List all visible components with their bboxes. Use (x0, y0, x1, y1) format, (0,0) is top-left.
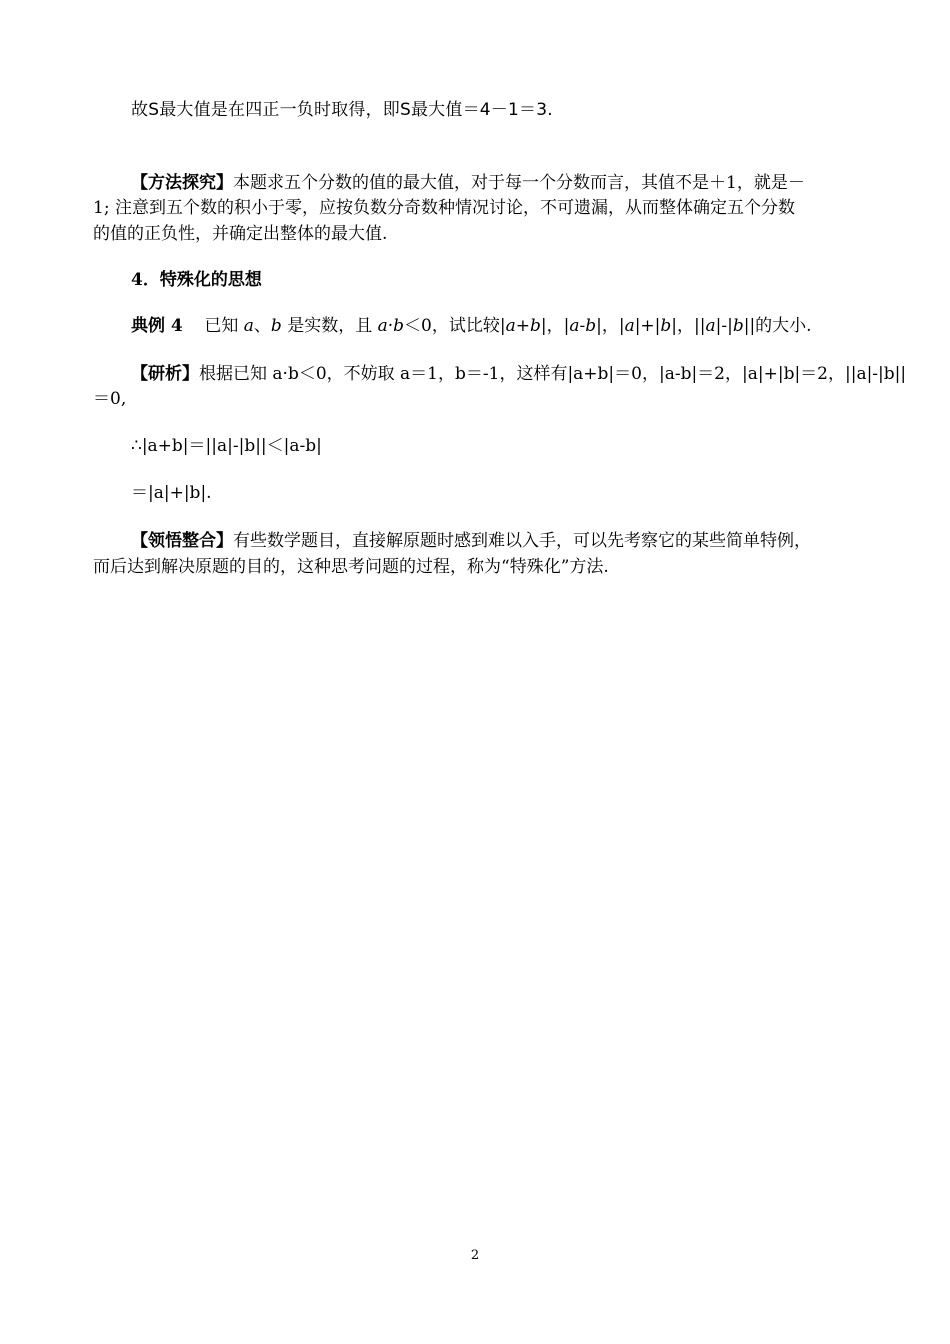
var-a: a (624, 316, 635, 336)
analysis-line-2: ＝0, (93, 389, 127, 409)
analysis-label: 【研析】 (131, 364, 199, 384)
example-text: ＜0，试比较| (404, 316, 506, 336)
var-b: b (270, 316, 282, 336)
var-b: b (660, 316, 672, 336)
var-b: b (732, 316, 744, 336)
var-diff: a-b (569, 316, 597, 336)
insight-line-1 (131, 529, 811, 553)
insight-label: 【领悟整合】 (131, 531, 233, 551)
page-number: 2 (470, 1248, 480, 1263)
method-paragraph-line-1 (131, 171, 805, 195)
var-sum: a+b (505, 316, 541, 336)
example-text: |，|| (671, 316, 706, 336)
example-label: 典例 4 (131, 316, 183, 336)
method-label: 【方法探究】 (131, 173, 233, 193)
example-text: 是实数，且 (287, 316, 373, 336)
var-a: a (705, 316, 716, 336)
example-text: |，| (596, 316, 625, 336)
result-line: 故S最大值是在四正一负时取得，即S最大值＝4－1＝3. (131, 100, 553, 120)
method-paragraph-line-3: 的值的正负性，并确定出整体的最大值. (93, 224, 388, 244)
example-text: |，| (540, 316, 570, 336)
example-text: ||的大小. (743, 316, 812, 336)
method-paragraph-line-2: 1; 注意到五个数的积小于零，应按负数分奇数种情况讨论，不可遗漏，从而整体确定五个分数 (93, 198, 795, 218)
example-text: 、 (253, 316, 271, 336)
analysis-text-1: 根据已知 a·b＜0，不妨取 a＝1，b＝-1，这样有|a+b|＝0，|a-b|＝2，|a|+|b|＝2，||a|-|b|| (199, 364, 907, 384)
var-a: a (243, 316, 254, 336)
example-text: 已知 (204, 316, 239, 336)
example-line (131, 314, 812, 338)
insight-text-1: 有些数学题目，直接解原题时感到难以入手，可以先考察它的某些简单特例， (233, 531, 811, 551)
therefore-line: ∴|a+b|＝||a|-|b||＜|a-b| (131, 436, 322, 456)
method-text-1: 本题求五个分数的值的最大值，对于每一个分数而言，其值不是＋1，就是－ (233, 173, 805, 193)
equals-line: ＝|a|+|b|. (131, 483, 212, 503)
insight-line-2: 而后达到解决原题的目的，这种思考问题的过程，称为“特殊化”方法. (93, 557, 609, 577)
example-text: |-| (715, 316, 733, 336)
var-product: a·b (377, 316, 405, 336)
section-heading: 4．特殊化的思想 (131, 270, 262, 290)
analysis-line-1 (131, 362, 906, 386)
example-text: |+| (634, 316, 661, 336)
